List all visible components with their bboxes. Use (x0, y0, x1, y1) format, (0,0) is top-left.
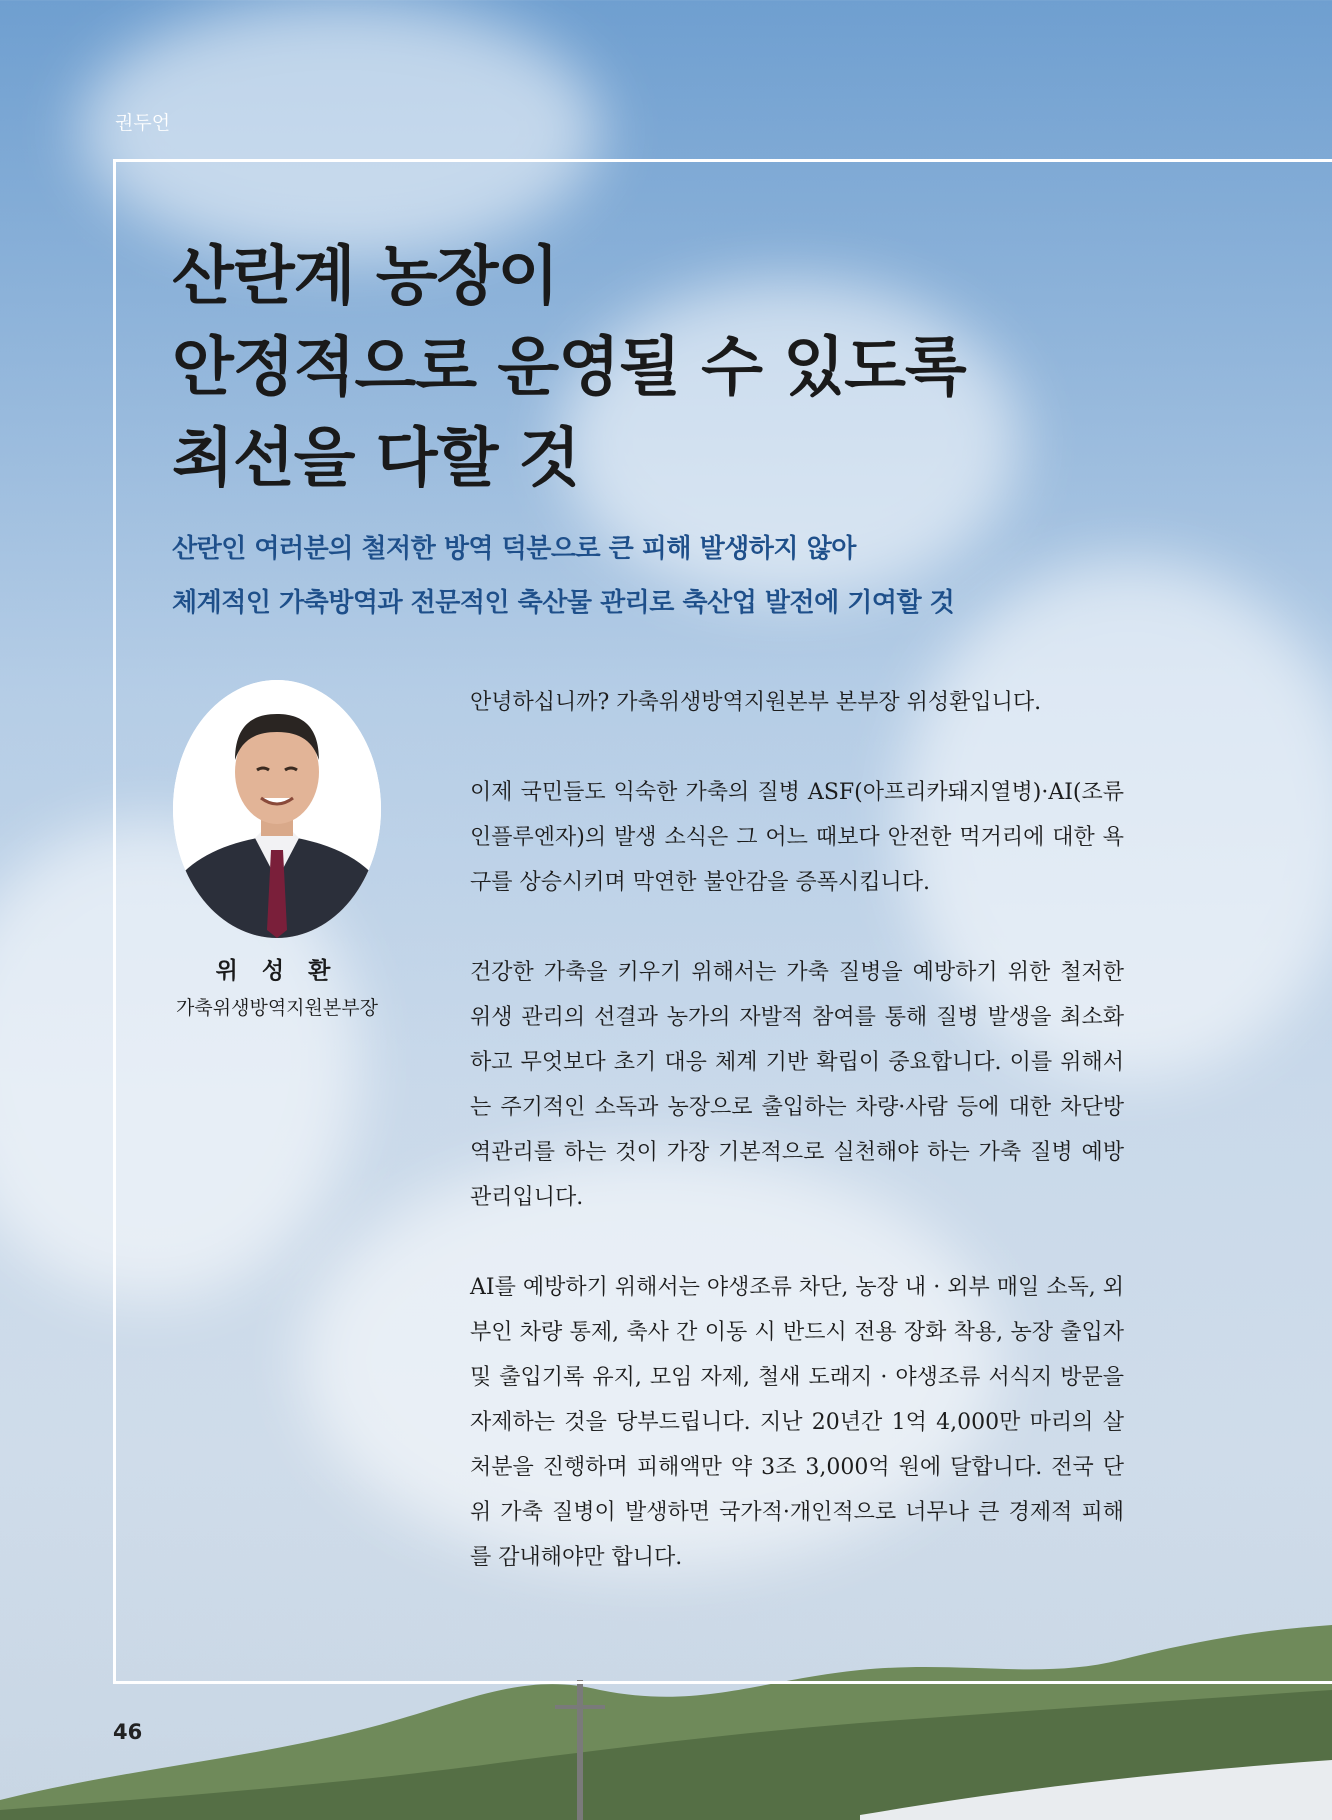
article-body (470, 680, 1124, 1625)
title-line: 안정적으로 운영될 수 있도록 (172, 331, 966, 405)
body-paragraph: 건강한 가축을 키우기 위해서는 가축 질병을 예방하기 위한 철저한 위생 관리의 선결과 농가의 자발적 참여를 통해 질병 발생을 최소화하고 무엇보다 초기 대응 체계 기반 확립이 중요합니다. 이를 위해서는 주기적인 소독과 농장으로 출입하는 차량·사람 등에 대한 차단방역관리를 하는 것이 가장 기본적으로 실천해야 하는 가축 질병 예방 관리입니다. (470, 960, 1124, 1210)
author-position: 가축위생방역지원본부장 (176, 997, 378, 1019)
body-paragraph: 안녕하십니까? 가축위생방역지원본부 본부장 위성환입니다. (470, 690, 1042, 715)
body-paragraph: 이제 국민들도 익숙한 가축의 질병 ASF(아프리카돼지열병)·AI(조류인플루엔자)의 발생 소식은 그 어느 때보다 안전한 먹거리에 대한 욕구를 상승시키며 막연한 불안감을 증폭시킵니다. (470, 780, 1124, 895)
author-name: 위 성 환 (215, 958, 339, 984)
author-portrait (173, 680, 381, 938)
subtitle-line: 체계적인 가축방역과 전문적인 축산물 관리로 축산업 발전에 기여할 것 (172, 588, 955, 618)
page-number: 46 (113, 1720, 143, 1744)
title-line: 산란계 농장이 (172, 240, 559, 314)
section-label: 권두언 (115, 112, 171, 134)
article-title (172, 232, 1172, 505)
article-subtitle (172, 522, 1172, 630)
subtitle-line: 산란인 여러분의 철저한 방역 덕분으로 큰 피해 발생하지 않아 (172, 534, 856, 564)
title-line: 최선을 다할 것 (172, 422, 580, 496)
body-paragraph: AI를 예방하기 위해서는 야생조류 차단, 농장 내 · 외부 매일 소독, 외부인 차량 통제, 축사 간 이동 시 반드시 전용 장화 착용, 농장 출입자 및 출입기록 유지, 모임 자제, 철새 도래지 · 야생조류 서식지 방문을 자제하는 것을 당부드립니다. 지난 20년간 1억 4,000만 마리의 살처분을 진행하며 피해액만 약 3조 3,000억 원에 달합니다. 전국 단위 가축 질병이 발생하면 국가적·개인적으로 너무나 큰 경제적 피해를 감내해야만 합니다. (470, 1275, 1124, 1570)
